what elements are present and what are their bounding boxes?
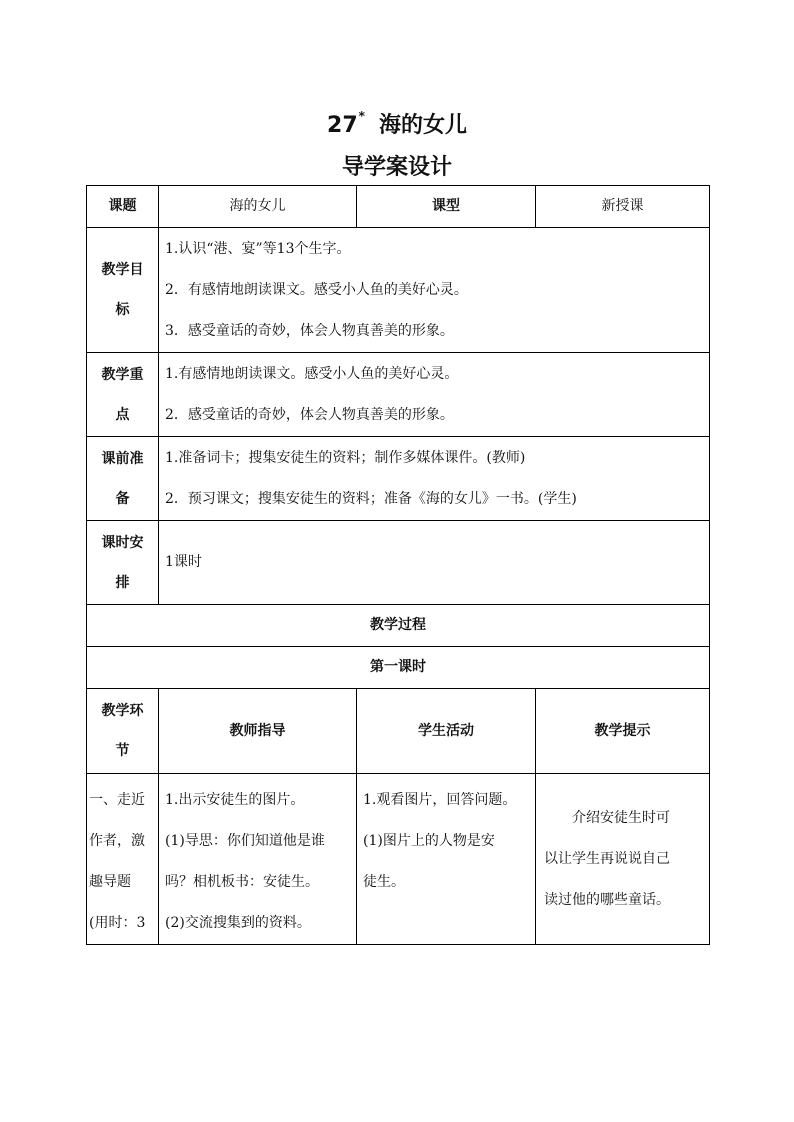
document-subtitle: 导学案设计 [341,155,452,180]
period-row [87,647,710,689]
prep-item: 2．预习课文；搜集安徒生的资料；准备《海的女儿》一书。(学生) [165,490,577,507]
step1-student: 1.观看图片，回答问题。 (1)图片上的人物是安 徒生。 [357,774,536,945]
focus-item: 2．感受童话的奇妙，体会人物真善美的形象。 [165,406,454,423]
type-label: 课型 [357,186,536,228]
focus-row [87,353,710,437]
focus-item: 1.有感情地朗读课文。感受小人鱼的美好心灵。 [165,365,459,382]
column-header-row [87,689,710,774]
lesson-plan-table [86,185,710,945]
goals-content [159,228,710,353]
prep-item: 1.准备词卡；搜集安徒生的资料；制作多媒体课件。(教师) [165,449,526,466]
topic-row [87,186,710,228]
step1-teacher: 1.出示安徒生的图片。 (1)导思：你们知道他是谁 吗？相机板书：安徒生。 (2)交流搜集到的资料。 [159,774,357,945]
step1-row [87,774,710,945]
prep-label: 课前准 备 [87,437,159,521]
hint-column-header: 教学提示 [536,689,710,774]
topic-label: 课题 [87,186,159,228]
schedule-row [87,521,710,605]
prep-content [159,437,710,521]
process-row [87,605,710,647]
process-title: 教学过程 [87,605,710,647]
goals-label: 教学目 标 [87,228,159,353]
lesson-title [0,108,794,139]
period-title: 第一课时 [87,647,710,689]
teacher-column-header: 教师指导 [159,689,357,774]
focus-label: 教学重 点 [87,353,159,437]
step1-hint: 介绍安徒生时可 以让学生再说说自己 读过他的哪些童话。 [536,774,710,945]
step1-stage: 一、走近 作者，激 趣导题 (用时：3 [87,774,159,945]
goal-item: 1.认识“港、宴”等13个生字。 [165,240,351,257]
schedule-value: 1课时 [159,521,710,605]
type-value: 新授课 [536,186,710,228]
focus-content [159,353,710,437]
goal-item: 3．感受童话的奇妙，体会人物真善美的形象。 [165,322,454,339]
lesson-title-text: 海的女儿 [378,113,467,138]
schedule-label: 课时安 排 [87,521,159,605]
lesson-number: 27* [327,108,365,138]
goal-item: 2．有感情地朗读课文。感受小人鱼的美好心灵。 [165,281,468,298]
goals-row [87,228,710,353]
topic-value: 海的女儿 [159,186,357,228]
prep-row [87,437,710,521]
stage-column-header: 教学环 节 [87,689,159,774]
student-column-header: 学生活动 [357,689,536,774]
